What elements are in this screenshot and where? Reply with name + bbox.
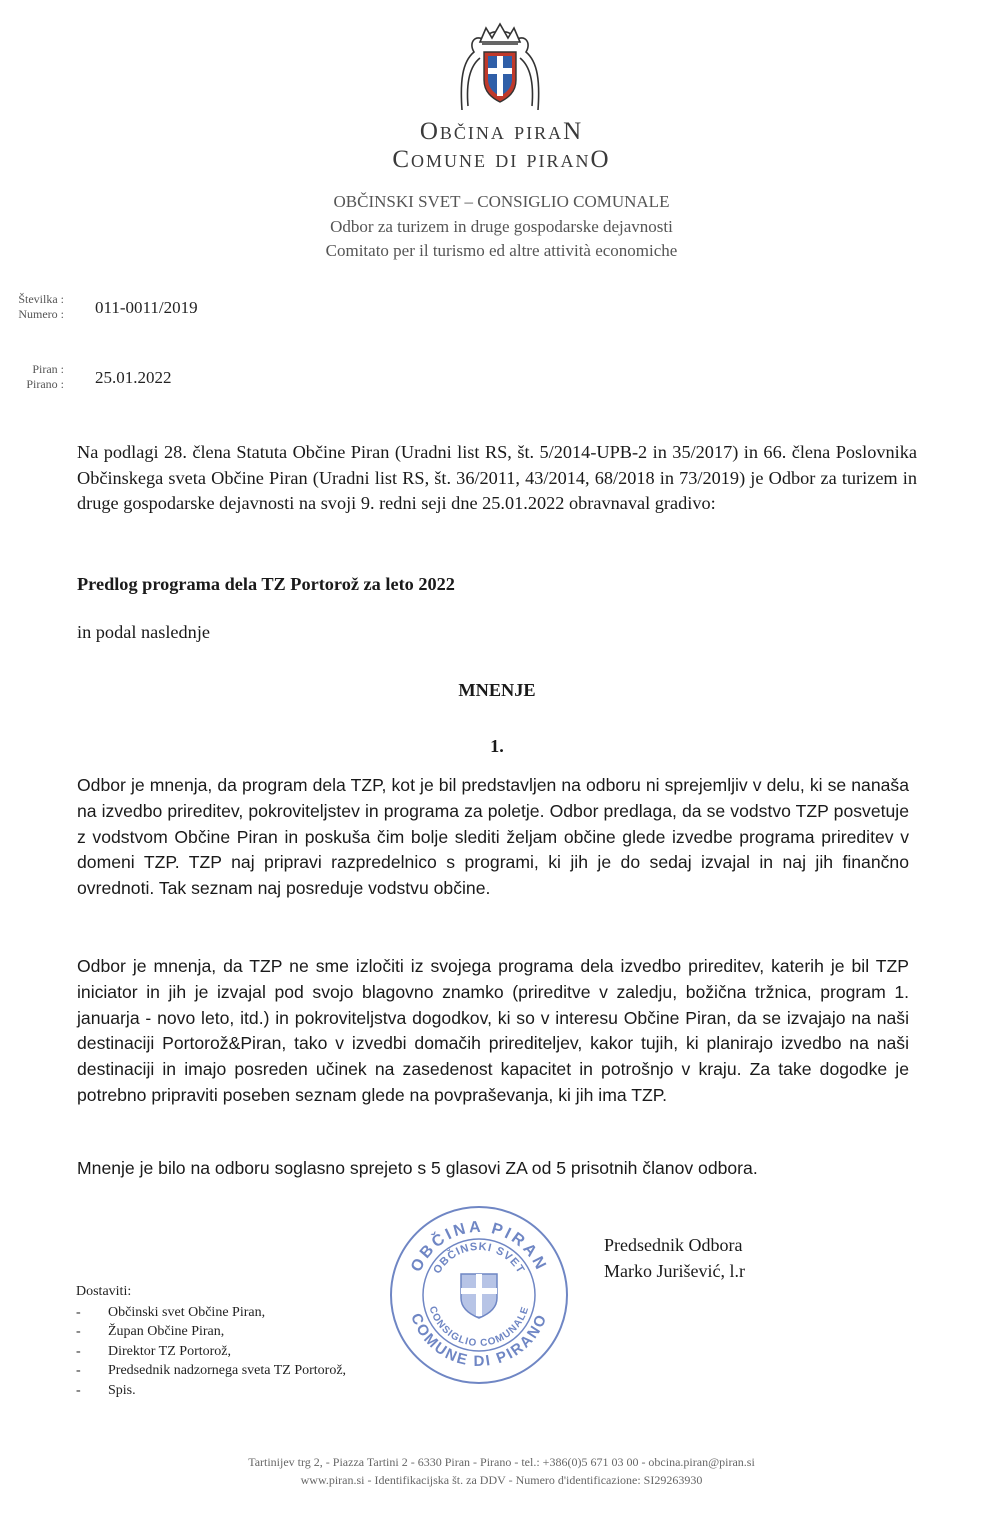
distribution-title: Dostaviti: xyxy=(76,1284,132,1299)
municipality-name-it: Comune di piranO xyxy=(392,146,611,173)
signature-name: Marko Jurišević, l.r xyxy=(604,1261,745,1281)
place-label-it: Pirano : xyxy=(26,377,64,391)
council-name: OBČINSKI SVET – CONSIGLIO COMUNALE xyxy=(333,192,670,211)
distribution-item: - Predsednik nadzornega sveta TZ Portorož, xyxy=(76,1363,347,1379)
footer-identification: www.piran.si - Identifikacijska št. za DDV - Numero d'identificazione: SI29263930 xyxy=(300,1473,703,1487)
footer-address: Tartinijev trg 2, - Piazza Tartini 2 - 6330 Piran - Pirano - tel.: +386(0)5 671 03 00 - obcina.piran@piran.si xyxy=(248,1455,755,1469)
number-label-sl: Številka : xyxy=(18,292,64,306)
opinion-paragraph-2: Odbor je mnenja, da TZP ne sme izločiti iz svojega programa dela izvedbo prireditev, katerih je bil TZP iniciator in jih je izvajal pod svojo blagovno znamko (prireditve v zaledju, božična tržnica, program 1. januarja - novo leto, itd.) in pokroviteljstva dogodkov, ki so v interesu Občine Piran, da se izvajajo na naši destinaciji Portorož&Piran, tako v izvedbi domačih prirediteljev, kakor tujih, ki planirajo izvedbo na naši destinaciji in imajo posreden učinek na zasedenost kapacitet in potrošnjo v kraju. Za take dogodke je potrebno pripraviti poseben seznam glede na povpraševanja, ki jih ima TZP. xyxy=(77,956,909,1105)
distribution-list xyxy=(76,1303,346,1400)
distribution-item: - Občinski svet Občine Piran, xyxy=(76,1305,266,1320)
stamp-inner-bottom-text: CONSIGLIO COMUNALE xyxy=(426,1304,532,1350)
place-label-sl: Piran : xyxy=(32,362,64,376)
distribution-item: - Spis. xyxy=(76,1382,136,1398)
distribution-item: - Direktor TZ Portorož, xyxy=(76,1343,231,1359)
document-date: 25.01.2022 xyxy=(95,368,172,387)
committee-name-it: Comitato per il turismo ed altre attività economiche xyxy=(325,241,678,260)
stamp-inner-top-text: OBČINSKI SVET xyxy=(431,1240,527,1277)
signature-title: Predsednik Odbora xyxy=(604,1235,743,1255)
issued-line: in podal naslednje xyxy=(77,622,211,642)
intro-paragraph: Na podlagi 28. člena Statuta Občine Piran (Uradni list RS, št. 5/2014-UPB-2 in 35/2017) in 66. člena Poslovnika Občinskega sveta Občine Piran (Uradni list RS, št. 36/2011, 43/2014, 68/2018 in 73/2019) je Odbor za turizem in druge gospodarske dejavnosti na svoji 9. redni seji dne 25.01.2022 obravnaval gradivo: xyxy=(77,442,917,514)
opinion-heading: MNENJE xyxy=(458,680,536,700)
municipality-name-sl: Občina piraN xyxy=(419,118,584,145)
official-stamp-icon xyxy=(386,1202,572,1388)
point-number: 1. xyxy=(490,736,504,756)
opinion-paragraph-3: Mnenje je bilo na odboru soglasno sprejeto s 5 glasovi ZA od 5 prisotnih članov odbora. xyxy=(77,1158,758,1178)
document-number: 011-0011/2019 xyxy=(95,298,198,317)
stamp-outer-bottom-text: COMUNE DI PIRANO xyxy=(407,1310,551,1371)
number-label-it: Numero : xyxy=(18,307,64,321)
distribution-item: - Župan Občine Piran, xyxy=(76,1324,225,1340)
municipality-crest-icon xyxy=(452,22,548,116)
committee-name-sl: Odbor za turizem in druge gospodarske dejavnosti xyxy=(330,217,673,236)
opinion-paragraph-1: Odbor je mnenja, da program dela TZP, kot je bil predstavljen na odboru ni sprejemljiv v delu, ki se nanaša na izvedbo prireditev, pokroviteljstev in programa za poletje. Odbor predlaga, da se vodstvo TZP posvetuje z vodstvom Občine Piran in poskuša čim bolje slediti željam občine glede izvedbe programa prireditev v domeni TZP. TZP naj pripravi razpredelnico s programi, ki jih je do sedaj izvajal in naj jih finančno ovrednoti. Tak seznam naj posreduje vodstvu občine. xyxy=(77,775,909,899)
subject-line: Predlog programa dela TZ Portorož za leto 2022 xyxy=(77,574,455,594)
stamp-outer-top-text: OBČINA PIRAN xyxy=(407,1218,551,1275)
